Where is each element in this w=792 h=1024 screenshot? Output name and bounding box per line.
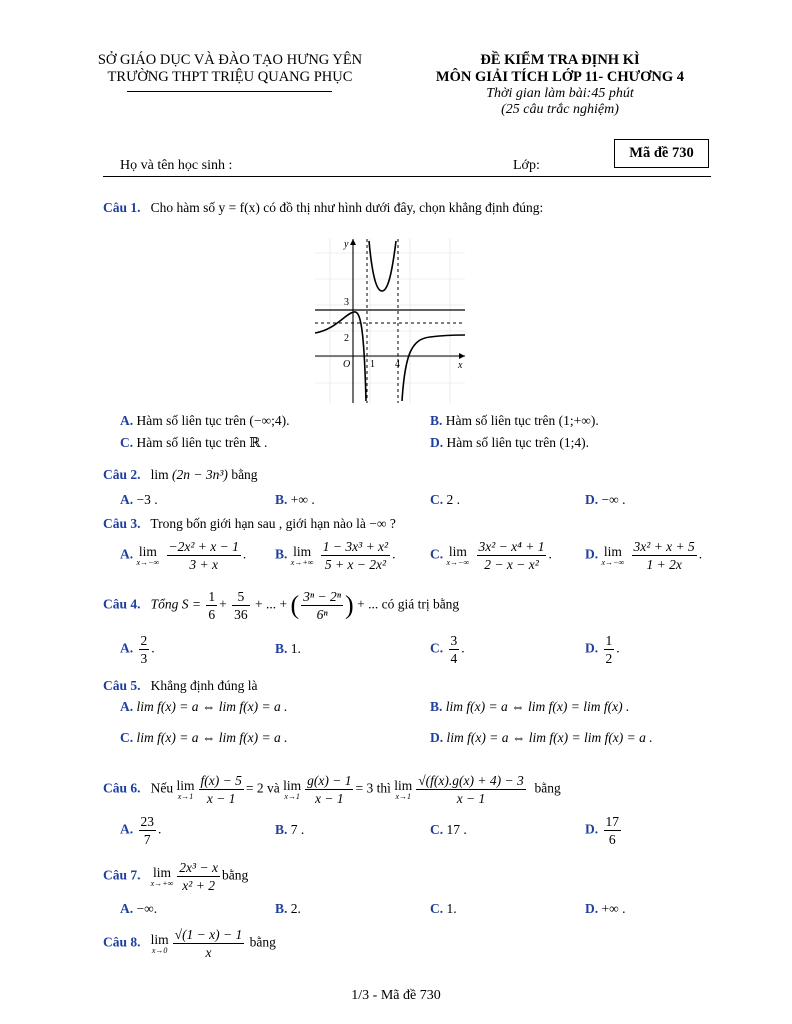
- option-label: A.: [120, 901, 134, 916]
- exam-code-box: [614, 139, 709, 168]
- option-text: lim f(x) = a ⇔ lim f(x) = lim f(x) .: [445, 699, 630, 714]
- option-label: C.: [430, 901, 444, 916]
- denominator: 2 − x − x²: [484, 557, 539, 572]
- limit: [291, 545, 314, 567]
- option-label: B.: [275, 492, 288, 507]
- exam-code: Mã đề 730: [629, 145, 694, 161]
- option-label: D.: [585, 821, 599, 837]
- question-count: (25 câu trắc nghiệm): [501, 102, 619, 117]
- lim-word: lim: [176, 777, 195, 793]
- fraction: [173, 926, 245, 961]
- q1-option-b[interactable]: [430, 413, 599, 429]
- denominator: 6: [608, 832, 616, 847]
- option-label: D.: [585, 546, 599, 562]
- fraction: [167, 538, 241, 573]
- question-tail: bằng: [221, 867, 249, 883]
- option-label: A.: [120, 413, 134, 428]
- question-number: Câu 4.: [103, 596, 141, 612]
- q1-option-c[interactable]: [120, 435, 267, 451]
- q4-option-c[interactable]: C. $\frac{3}{4}$ .: [430, 633, 465, 666]
- tick-4: 4: [395, 359, 400, 370]
- question-5: [103, 678, 258, 694]
- q5-option-d[interactable]: [430, 730, 653, 746]
- numerator: 3x² − x⁴ + 1: [478, 539, 545, 554]
- student-info-line: [103, 176, 711, 177]
- q4-option-b[interactable]: [275, 641, 301, 657]
- numerator: 2x³ − x: [179, 860, 218, 875]
- lim-subscript: x→+∞: [150, 878, 174, 888]
- numerator: 1: [208, 589, 216, 604]
- denominator: x − 1: [456, 791, 486, 806]
- q1-option-d[interactable]: [430, 435, 589, 451]
- expression: (2n − 3n³): [172, 467, 228, 482]
- question-6: [103, 772, 561, 807]
- option-label: C.: [430, 822, 444, 837]
- option-text: −∞ .: [601, 492, 626, 507]
- option-text: 2 .: [446, 492, 460, 507]
- option-label: C.: [430, 546, 444, 562]
- question-number: Câu 7.: [103, 867, 141, 883]
- question-tail: bằng: [534, 780, 561, 796]
- tick-2: 2: [344, 333, 349, 344]
- denominator: 36: [234, 607, 248, 622]
- numerator: 17: [605, 814, 619, 829]
- school-name: TRƯỜNG THPT TRIỆU QUANG PHỤC: [107, 69, 353, 85]
- option-label: B.: [275, 546, 288, 562]
- fraction-1: [199, 772, 244, 807]
- question-number: Câu 6.: [103, 780, 141, 796]
- question-text: Khẳng định đúng là: [150, 678, 258, 693]
- lim-subscript: x→−∞: [601, 557, 625, 567]
- question-number: Câu 5.: [103, 678, 141, 693]
- numerator: 1: [605, 633, 613, 648]
- option-label: B.: [275, 641, 288, 656]
- option-text: lim f(x) = a ⇔ lim f(x) = a .: [136, 699, 288, 714]
- limit-3: [394, 779, 412, 801]
- lim-subscript: x→1: [395, 791, 412, 801]
- denominator: x² + 2: [182, 878, 215, 893]
- lim-word: lim: [394, 777, 413, 793]
- denominator: 7: [143, 832, 151, 847]
- option-text: 1.: [446, 901, 457, 916]
- exam-duration: Thời gian làm bài:45 phút: [486, 86, 634, 101]
- tick-1: 1: [370, 359, 375, 370]
- option-label: D.: [585, 901, 599, 916]
- option-text: Hàm số liên tục trên (1;4).: [446, 435, 589, 450]
- q4-option-d[interactable]: D. $\frac{1}{2}$ .: [585, 633, 620, 666]
- q2-option-b[interactable]: [275, 492, 315, 508]
- option-label: A.: [120, 492, 134, 507]
- q2-option-d[interactable]: [585, 492, 626, 508]
- option-label: A.: [120, 699, 134, 714]
- exam-subject: MÔN GIẢI TÍCH LỚP 11- CHƯƠNG 4: [435, 69, 685, 85]
- option-label: C.: [430, 640, 444, 656]
- fraction-1: [206, 588, 217, 623]
- fraction: [449, 632, 460, 667]
- limit-2: [283, 779, 301, 801]
- department-name: SỞ GIÁO DỤC VÀ ĐÀO TẠO HƯNG YÊN: [97, 52, 363, 68]
- denominator: 2: [605, 651, 613, 666]
- lim-subscript: x→1: [177, 791, 194, 801]
- fraction: [604, 632, 615, 667]
- fraction: [177, 859, 220, 894]
- option-text: −3 .: [136, 492, 158, 507]
- tick-3: 3: [344, 297, 349, 308]
- graph-background: [310, 233, 470, 405]
- fraction-3: [301, 588, 343, 623]
- option-label: B.: [430, 413, 443, 428]
- option-text: 1.: [290, 641, 301, 656]
- equals-2: = 3: [355, 780, 374, 796]
- option-label: B.: [275, 822, 288, 837]
- denominator: 1 + 2x: [646, 557, 682, 572]
- q6-option-c[interactable]: [430, 822, 467, 838]
- lim-subscript: x→1: [284, 791, 300, 801]
- denominator: 4: [450, 651, 458, 666]
- y-label: y: [344, 239, 349, 250]
- lead-word: Nếu: [150, 780, 174, 796]
- lim-word: lim: [603, 543, 622, 559]
- denominator: 3 + x: [189, 557, 219, 572]
- q7-option-d[interactable]: [585, 901, 626, 917]
- limit: [151, 866, 174, 888]
- fraction: [321, 538, 390, 573]
- option-label: C.: [120, 730, 134, 745]
- question-text: Cho hàm số y = f(x) có đồ thị như hình dưới đây, chọn khẳng định đúng:: [150, 200, 544, 215]
- question-number: Câu 2.: [103, 467, 141, 482]
- fraction-2: [232, 588, 250, 623]
- fraction-3: [416, 772, 525, 807]
- lim-word: lim: [283, 777, 302, 793]
- denominator: 5 + x − 2x²: [324, 557, 387, 572]
- numerator: 3x² + x + 5: [633, 539, 695, 554]
- question-1: [103, 200, 543, 216]
- lim-subscript: x→+∞: [290, 557, 314, 567]
- question-2: [103, 467, 258, 483]
- q5-option-b[interactable]: [430, 699, 629, 715]
- numerator: 5: [232, 588, 250, 606]
- numerator: g(x) − 1: [307, 773, 352, 788]
- limit: [447, 545, 470, 567]
- q6-option-b[interactable]: [275, 822, 304, 838]
- x-label: x: [458, 360, 463, 371]
- denominator: x − 1: [206, 791, 236, 806]
- question-text: Trong bốn giới hạn sau , giới hạn nào là −∞ ?: [150, 516, 396, 531]
- lim-symbol: lim: [150, 467, 169, 482]
- fraction: [139, 813, 157, 848]
- limit: [602, 545, 625, 567]
- option-text: +∞ .: [290, 492, 315, 507]
- q1-option-a[interactable]: [120, 413, 289, 429]
- numerator: 3ⁿ − 2ⁿ: [303, 589, 342, 604]
- question-3: [103, 516, 396, 532]
- lim-subscript: x→−∞: [446, 557, 470, 567]
- class-label: Lớp:: [513, 158, 540, 173]
- option-label: D.: [585, 492, 599, 507]
- q7-option-c[interactable]: [430, 901, 457, 917]
- equals-1: = 2: [245, 780, 264, 796]
- lim-word: lim: [448, 543, 467, 559]
- then-word: thì: [376, 780, 391, 796]
- question-number: Câu 3.: [103, 516, 141, 531]
- q7-option-a[interactable]: [120, 901, 157, 917]
- option-text: 7 .: [290, 822, 305, 837]
- fraction-2: [305, 772, 353, 807]
- q3-option-d[interactable]: D. lim x→−∞ $\frac{\text{3x² + x + 5}}{1 + 2x}$ .: [585, 539, 703, 572]
- limit-1: [177, 779, 195, 801]
- numerator: √(f(x).g(x) + 4) − 3: [418, 773, 524, 788]
- option-label: C.: [120, 435, 134, 450]
- fraction: [477, 538, 547, 573]
- question-number: Câu 1.: [103, 200, 141, 215]
- limit: [137, 545, 160, 567]
- q6-option-a[interactable]: A. $\frac{23}{7}$ .: [120, 814, 162, 847]
- lim-word: lim: [150, 931, 169, 947]
- fraction: [632, 538, 697, 573]
- q3-option-c[interactable]: C. lim x→−∞ $\frac{\text{3x² − x⁴ + 1}}{\text{2 − x − x²}}$ .: [430, 539, 552, 572]
- numerator: f(x) − 5: [200, 773, 242, 788]
- option-text: Hàm số liên tục trên ℝ .: [136, 435, 268, 450]
- question-4: Câu 4. Tổng S = $\frac{1}{6}$ + $\frac{5}{36}$ + ... + ( $\frac{\text{3ⁿ − 2ⁿ}}{\text{6ⁿ}}$ ) + ... có giá trị bằng: [103, 589, 460, 622]
- option-label: D.: [430, 730, 444, 745]
- option-label: B.: [275, 901, 288, 916]
- numerator: 23: [140, 814, 154, 829]
- lim-word: lim: [152, 864, 171, 880]
- student-name-label: Họ và tên học sinh :: [120, 158, 233, 173]
- and-word: và: [267, 780, 280, 796]
- q4-option-a[interactable]: A. $\frac{2}{3}$ .: [120, 633, 155, 666]
- lim-subscript: x→0: [151, 945, 168, 955]
- sum-lead: Tổng S =: [150, 596, 202, 612]
- question-7: [103, 859, 248, 894]
- function-graph: [310, 233, 470, 405]
- option-label: B.: [430, 699, 443, 714]
- question-tail: + ... có giá trị bằng: [357, 596, 460, 612]
- question-8: [103, 926, 276, 961]
- page-footer: 1/3 - Mã đề 730: [351, 988, 441, 1003]
- option-text: −∞.: [136, 901, 158, 916]
- lim-word: lim: [138, 543, 157, 559]
- lim-subscript: x→−∞: [136, 557, 160, 567]
- numerator: 2: [140, 633, 148, 648]
- denominator: x − 1: [315, 791, 344, 806]
- limit: [151, 933, 169, 955]
- q6-option-d[interactable]: [585, 813, 623, 848]
- option-label: D.: [585, 640, 599, 656]
- numerator: 3: [450, 633, 458, 648]
- denominator: 6ⁿ: [316, 607, 328, 622]
- option-text: lim f(x) = a ⇔ lim f(x) = a .: [136, 730, 288, 745]
- origin-label: O: [343, 359, 351, 370]
- header-underline: [127, 91, 332, 92]
- option-text: +∞ .: [601, 901, 626, 916]
- option-text: Hàm số liên tục trên (−∞;4).: [136, 413, 290, 428]
- q3-option-a[interactable]: A. lim x→−∞ $\frac{\text{−2x² + x − 1}}{3 + x}$ .: [120, 539, 247, 572]
- option-label: A.: [120, 546, 134, 562]
- option-text: 17 .: [446, 822, 467, 837]
- q7-option-b[interactable]: [275, 901, 301, 917]
- option-text: Hàm số liên tục trên (1;+∞).: [445, 413, 599, 428]
- question-tail: bằng: [249, 934, 276, 950]
- option-label: A.: [120, 821, 134, 837]
- fraction: [139, 632, 150, 667]
- numerator: 1 − 3x³ + x²: [322, 539, 389, 554]
- denominator: 6: [208, 607, 216, 622]
- q3-option-b[interactable]: B. lim x→+∞ $\frac{\text{1 − 3x³ + x²}}{\text{5 + x − 2x²}}$ .: [275, 539, 396, 572]
- question-tail: bằng: [231, 467, 258, 482]
- numerator: −2x² + x − 1: [168, 539, 239, 554]
- q2-option-a[interactable]: [120, 492, 158, 508]
- lim-word: lim: [293, 543, 312, 559]
- option-label: C.: [430, 492, 444, 507]
- question-number: Câu 8.: [103, 934, 141, 950]
- q2-option-c[interactable]: [430, 492, 460, 508]
- option-text: lim f(x) = a ⇔ lim f(x) = lim f(x) = a .: [446, 730, 653, 745]
- q5-option-a[interactable]: [120, 699, 287, 715]
- fraction: [604, 813, 622, 848]
- denominator: 3: [140, 651, 148, 666]
- option-label: D.: [430, 435, 444, 450]
- q5-option-c[interactable]: [120, 730, 287, 746]
- denominator: x: [205, 945, 212, 960]
- numerator: √(1 − x) − 1: [174, 927, 243, 942]
- option-text: 2.: [290, 901, 301, 916]
- sum-middle: + ... +: [255, 596, 288, 612]
- option-label: A.: [120, 640, 134, 656]
- exam-title: ĐỀ KIỂM TRA ĐỊNH KÌ: [480, 52, 640, 68]
